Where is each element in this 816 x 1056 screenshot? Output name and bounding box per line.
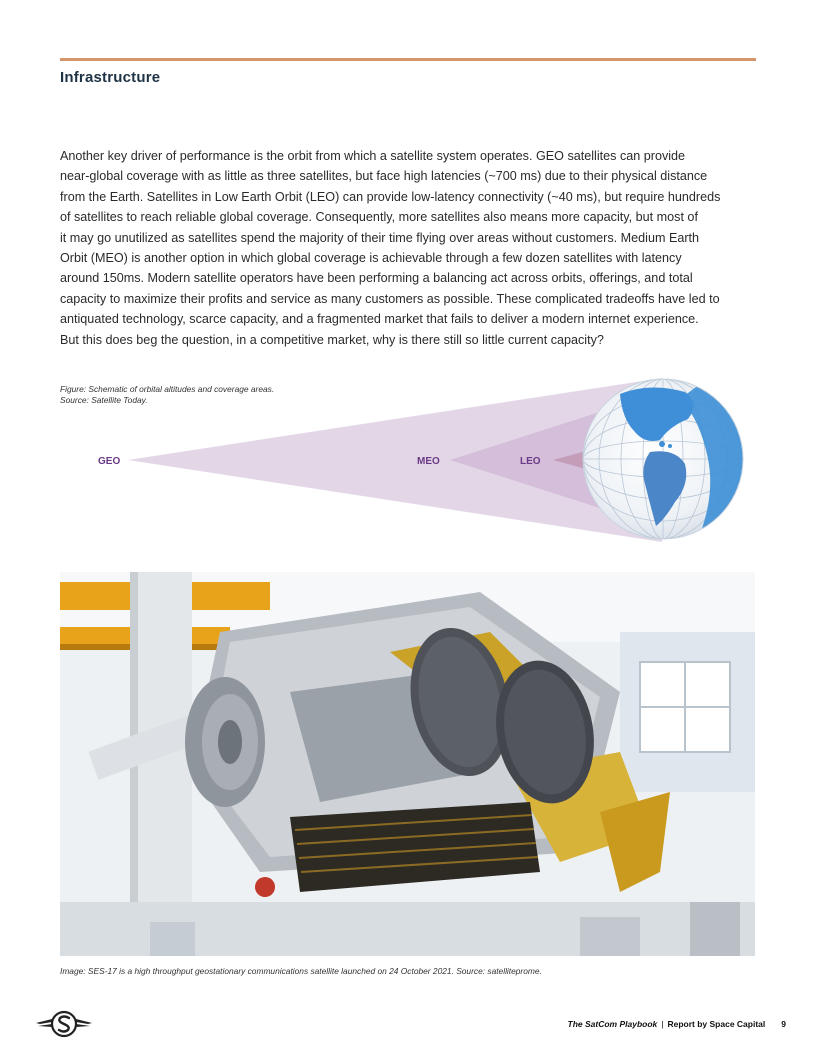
body-line: around 150ms. Modern satellite operators have been performing a balancing act across orbits, offerings, and total: [60, 271, 693, 286]
footer-report-credit: Report by Space Capital: [667, 1019, 766, 1029]
body-line: of satellites to reach reliable global coverage. Consequently, more satellites also means more capacity, but most of: [60, 210, 698, 225]
space-capital-logo: [34, 1008, 94, 1040]
earth-globe: [583, 379, 746, 539]
satellite-photo-illustration: [60, 572, 755, 956]
geo-label: GEO: [98, 456, 121, 467]
body-line: capacity to maximize their profits and service as many customers as possible. These complicated tradeoffs have led to: [60, 291, 720, 306]
body-line: antiquated technology, scarce capacity, and a fragmented market that fails to deliver a modern internet experience.: [60, 312, 699, 327]
footer-separator: |: [661, 1019, 664, 1029]
footer-playbook-title: The SatCom Playbook: [567, 1019, 658, 1029]
section-title: Infrastructure: [60, 69, 161, 86]
image-caption: Image: SES-17 is a high throughput geostationary communications satellite launched on 24 October 2021. Source: satelliteprome.: [60, 966, 542, 976]
leo-label: LEO: [520, 456, 541, 467]
top-divider: [60, 58, 756, 61]
page-number: 9: [781, 1019, 786, 1029]
body-line: Another key driver of performance is the orbit from which a satellite system operates. GEO satellites can provide: [60, 149, 686, 163]
body-paragraph: [60, 146, 760, 350]
meo-label: MEO: [417, 456, 440, 467]
body-line: from the Earth. Satellites in Low Earth Orbit (LEO) can provide low-latency connectivity (~40 ms), but require hundreds: [60, 189, 721, 204]
figure-caption: Figure: Schematic of orbital altitudes and coverage areas. Source: Satellite Today.: [60, 384, 275, 405]
footer: [568, 1019, 786, 1029]
body-line: near-global coverage with as little as three satellites, but face high latencies (~700 ms) due to their physical distance: [60, 169, 708, 184]
body-line: it may go unutilized as satellites spend the majority of their time flying over areas without customers. Medium Earth: [60, 230, 700, 245]
body-line: Orbit (MEO) is another option in which global coverage is achievable through a few dozen satellites with latency: [60, 251, 682, 266]
satellite-photo: [60, 572, 755, 956]
body-line: But this does beg the question, in a competitive market, why is there still so little current capacity?: [60, 332, 604, 347]
